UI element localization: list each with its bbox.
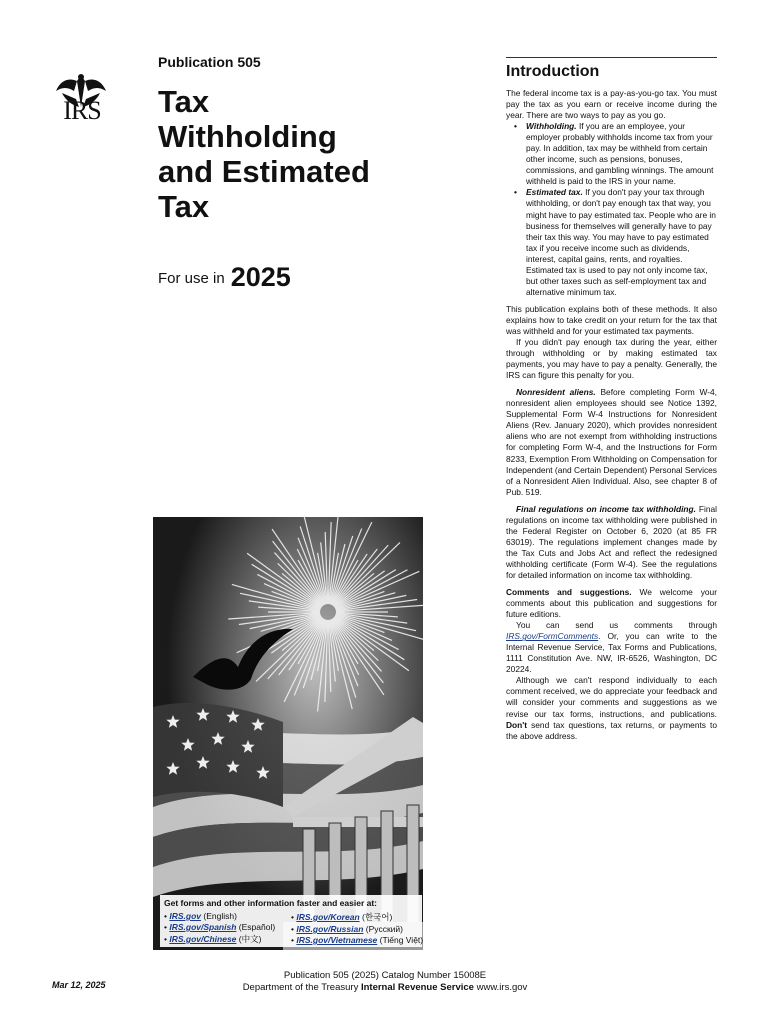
- link-irs-gov-korean[interactable]: IRS.gov/Korean: [296, 912, 360, 922]
- link-irs-gov-chinese[interactable]: IRS.gov/Chinese: [169, 934, 237, 944]
- form-comments-link[interactable]: IRS.gov/FormComments: [506, 631, 599, 642]
- get-forms-heading: Get forms and other information faster and easier at:: [164, 898, 378, 908]
- withholding-text: If you are an employee, your employer probably withholds income tax from your pay. In addition, tax may be withheld from certain other income, such as pensions, bonuses, commissions, and gambling winnings. The amount withheld is paid to the IRS in your name.: [526, 121, 714, 187]
- link-irs-gov[interactable]: IRS.gov: [169, 911, 201, 921]
- comments-text: send tax questions, tax returns, or payments to the above address.: [506, 719, 717, 741]
- link-irs-gov-russian[interactable]: IRS.gov/Russian: [296, 924, 364, 934]
- withholding-term: Withholding.: [526, 121, 577, 132]
- estimated-tax-term: Estimated tax.: [526, 187, 583, 198]
- pay-methods-list: [506, 121, 717, 298]
- publication-number: Publication 505: [158, 54, 261, 70]
- intro-paragraph-2: This publication explains both of these methods. It also explains how to take credit on your return for the tax that was withheld and for your estimated tax payments.: [506, 303, 717, 336]
- lang-label: (English): [203, 911, 237, 921]
- introduction-body: [506, 88, 717, 742]
- link-irs-gov-vietnamese[interactable]: IRS.gov/Vietnamese: [296, 935, 378, 945]
- intro-paragraph-3: If you didn't pay enough tax during the year, either through withholding or by making estimated tax payments, you may have to pay a penalty. Generally, the IRS can figure this penalty for you.: [506, 337, 717, 381]
- dont-emphasis: Don't: [506, 719, 528, 730]
- lang-label: (Español): [238, 922, 276, 932]
- comments-paragraph: [506, 587, 717, 620]
- section-rule: [506, 57, 717, 58]
- footer: [150, 970, 620, 994]
- comments-text: We welcome your comments about this publication and suggestions for future editions.: [506, 587, 717, 620]
- irs-logo-text: IRS: [63, 96, 101, 125]
- estimated-tax-text: If you don't pay your tax through withholding, or don't pay enough tax that way, you might have to pay estimated tax. People who are in business for themselves will generally have to pay their tax this way. You may have to pay estimated tax if you receive income such as dividends, interest, capital gains, rents, and royalties. Estimated tax is used to pay not only income tax, but other taxes such as self-employment tax and alternative minimum tax.: [526, 187, 716, 297]
- comments-text: . Or, you can write to the Internal Revenue Service, Tax Forms and Publications, 1111 Constitution Ave. NW, IR-6526, Washington, DC 20224.: [506, 631, 717, 675]
- list-item: [526, 187, 717, 297]
- tax-year: 2025: [230, 262, 291, 292]
- footer-irs: Internal Revenue Service: [360, 982, 474, 993]
- for-use-label: For use in: [158, 270, 225, 287]
- revision-date: Mar 12, 2025: [52, 980, 106, 990]
- intro-paragraph-1: The federal income tax is a pay-as-you-go tax. You must pay the tax as you earn or receive income during the year. There are two ways to pay as you go.: [506, 88, 717, 121]
- final-regulations-paragraph: [506, 504, 717, 581]
- introduction-heading: Introduction: [506, 63, 600, 80]
- footer-agency: [150, 982, 620, 994]
- lang-label: (中文): [238, 934, 262, 944]
- nonresident-aliens-text: Before completing Form W-4, nonresident alien employees should see Notice 1392, Supplemental Form W-4 Instructions for Nonresident Aliens (Rev. January 2020), which provides nonresident aliens who are not exempt from withholding instructions for completing Form W-4, and the Instructions for Form 8233, Exemption From Withholding on Compensation for Independent (and Certain Dependent) Personal Services of a Nonresident Alien Individual. Also, see chapter 8 of Pub. 519.: [506, 387, 717, 497]
- final-regulations-text: Final regulations on income tax withholding were published in the Federal Register on October 6, 2020 (at 85 FR 63019). The regulations implement changes made by the Tax Cuts and Jobs Act and reflect the redesigned withholding certificate (Form W-4). See the regulations for detailed information on income tax withholding.: [506, 503, 718, 580]
- footer-catalog: Publication 505 (2025) Catalog Number 15008E: [283, 970, 487, 981]
- get-forms-box: Get forms and other information faster and easier at: • IRS.gov (English) • IRS.gov/Spanish (Español) • IRS.gov/Chinese (中文) • IRS.gov/Korean (한국어) • IRS.gov/Russian (Русский) • IRS.gov/Vietnamese (Tiếng Việt): [160, 895, 422, 947]
- title-line-1: Tax: [158, 84, 210, 119]
- for-use-in: [158, 262, 291, 293]
- comments-paragraph-2: [506, 620, 717, 675]
- comments-term: Comments and suggestions.: [506, 587, 632, 598]
- footer-website: www.irs.gov: [476, 982, 528, 993]
- title-line-3: and Estimated: [158, 154, 370, 189]
- comments-text: Although we can't respond individually to each comment received, we do appreciate your feedback and will consider your comments and suggestions as we revise our tax forms, instructions, and publications.: [506, 675, 717, 719]
- comments-text: You can send us comments through: [516, 620, 717, 631]
- lang-label: (Tiếng Việt): [379, 935, 424, 945]
- comments-paragraph-3: [506, 675, 717, 741]
- footer-dept: Department of the Treasury: [242, 982, 359, 993]
- lang-label: (Русский): [365, 924, 403, 934]
- final-regulations-term: Final regulations on income tax withholding.: [516, 503, 696, 514]
- title-line-2: Withholding: [158, 119, 337, 154]
- lang-label: (한국어): [362, 912, 393, 922]
- nonresident-aliens-term: Nonresident aliens.: [516, 387, 596, 398]
- nonresident-aliens-paragraph: [506, 387, 717, 497]
- document-title: [158, 84, 478, 224]
- title-line-4: Tax: [158, 189, 210, 224]
- link-irs-gov-spanish[interactable]: IRS.gov/Spanish: [169, 922, 237, 932]
- cover-illustration: [153, 517, 423, 950]
- list-item: [526, 121, 717, 187]
- fireworks-flag-capitol-image: [153, 517, 423, 950]
